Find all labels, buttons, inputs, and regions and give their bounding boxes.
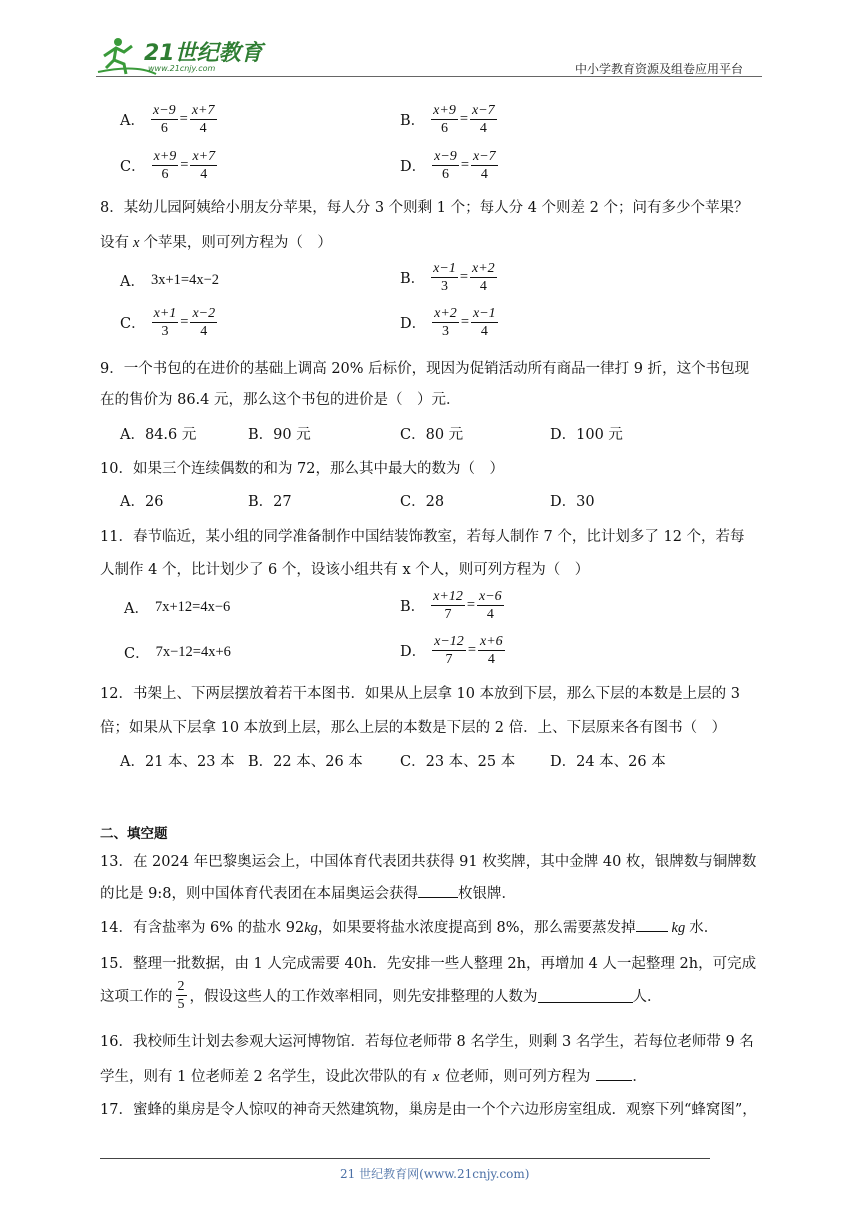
- q11-option-b: B． $\frac{x+12}{7}$ = $\frac{x-6}{4}$: [400, 589, 502, 622]
- q13-answer-blank[interactable]: [418, 883, 458, 898]
- q7-option-b: B． $\frac{x+9}{6}$ = $\frac{x-7}{4}$: [400, 103, 495, 136]
- q15-answer-blank[interactable]: [538, 988, 633, 1003]
- platform-name: 中小学教育资源及组卷应用平台: [575, 62, 744, 76]
- q10-option-a: A．26: [120, 494, 164, 510]
- q16-answer-blank[interactable]: [596, 1066, 632, 1081]
- section-title-fill-in: 二、填空题: [100, 826, 168, 842]
- q12-option-b: B．22 本、26 本: [248, 754, 363, 770]
- q9-option-d: D．100 元: [550, 427, 623, 443]
- q16-stem-line2: 学生，则有 1 位老师差 2 名学生，设此次带队的有 x 位老师，则可列方程为 ．: [100, 1065, 647, 1086]
- q13-stem-line2: 的比是 9:8，则中国体育代表团在本届奥运会获得 枚银牌．: [100, 882, 516, 903]
- q12-stem-line2: 倍；如果从下层拿 10 本放到上层，那么上层的本数是下层的 2 倍．上、下层原来各有图书（ ）: [100, 720, 727, 736]
- q11-stem-line2: 人制作 4 个，比计划少了 6 个，设该小组共有 x 个人，则可列方程为（ ）: [100, 562, 590, 578]
- q8-stem-line2: 设有 x 个苹果，则可列方程为（ ）: [100, 235, 332, 251]
- q8-option-d: D． $\frac{x+2}{3}$ = $\frac{x-1}{4}$: [400, 306, 496, 339]
- q15-stem-line2: 这项工作的 $\frac{2}{5}$ ，假设这些人的工作效率相同，则先安排整理的人数为 人．: [100, 979, 662, 1012]
- q15-stem-line1: 15．整理一批数据，由 1 人完成需要 40h．先安排一些人整理 2h，再增加 4 人一起整理 2h，可完成: [100, 956, 757, 972]
- q11-option-a: A． 7x+12=4x−6: [124, 599, 231, 617]
- q12-option-c: C．23 本、25 本: [400, 754, 516, 770]
- q7-option-d: D． $\frac{x-9}{6}$ = $\frac{x-7}{4}$: [400, 149, 496, 182]
- site-logo: [96, 34, 266, 78]
- q17-stem-line1: 17．蜜蜂的巢房是令人惊叹的神奇天然建筑物，巢房是由一个个六边形房室组成．观察下列“蜂窝图”，: [100, 1102, 757, 1118]
- q16-stem-line1: 16．我校师生计划去参观大运河博物馆．若每位老师带 8 名学生，则剩 3 名学生，若每位老师带 9 名: [100, 1034, 754, 1050]
- q11-stem-line1: 11．春节临近，某小组的同学准备制作中国结装饰教室，若每人制作 7 个，比计划多了 12 个，若每: [100, 529, 745, 545]
- q11-option-c: C． 7x−12=4x+6: [124, 644, 231, 662]
- q11-option-d: D． $\frac{x-12}{7}$ = $\frac{x+6}{4}$: [400, 634, 503, 667]
- q9-stem-line2: 在的售价为 86.4 元，那么这个书包的进价是（ ）元．: [100, 392, 461, 408]
- q9-stem-line1: 9．一个书包的在进价的基础上调高 20% 后标价，现因为促销活动所有商品一律打 9 折，这个书包现: [100, 361, 750, 377]
- q14-answer-blank[interactable]: [636, 917, 668, 932]
- q12-option-d: D．24 本、26 本: [550, 754, 666, 770]
- q10-option-c: C．28: [400, 494, 445, 510]
- footer-divider: [100, 1158, 710, 1159]
- q13-stem-line1: 13．在 2024 年巴黎奥运会上，中国体育代表团共获得 91 枚奖牌，其中金牌 40 枚，银牌数与铜牌数: [100, 854, 757, 870]
- q10-option-b: B．27: [248, 494, 292, 510]
- q7-option-a: A． $\frac{x-9}{6}$ = $\frac{x+7}{4}$: [120, 103, 215, 136]
- q10-option-d: D．30: [550, 494, 595, 510]
- q9-option-c: C．80 元: [400, 427, 464, 443]
- q8-option-b: B． $\frac{x-1}{3}$ = $\frac{x+2}{4}$: [400, 261, 495, 294]
- q12-stem-line1: 12．书架上、下两层摆放着若干本图书．如果从上层拿 10 本放到下层，那么下层的本数是上层的 3: [100, 686, 740, 702]
- q9-option-b: B．90 元: [248, 427, 311, 443]
- q9-option-a: A．84.6 元: [120, 427, 197, 443]
- q8-stem-line1: 8．某幼儿园阿姨给小朋友分苹果，每人分 3 个则剩 1 个；每人分 4 个则差 2 个；问有多少个苹果？: [100, 200, 749, 216]
- logo-text: 21世纪教育: [144, 41, 263, 66]
- footer-site: 21 世纪教育网(www.21cnjy.com): [340, 1167, 530, 1181]
- q8-option-a: A． 3x+1=4x−2: [120, 272, 220, 290]
- q14-stem: 14．有含盐率为 6% 的盐水 92kg，如果要将盐水浓度提高到 8%，那么需要蒸发掉 kg 水．: [100, 916, 718, 937]
- logo-url: www.21cnjy.com: [148, 64, 216, 73]
- q8-option-c: C． $\frac{x+1}{3}$ = $\frac{x-2}{4}$: [120, 306, 216, 339]
- q10-stem: 10．如果三个连续偶数的和为 72，那么其中最大的数为（ ）: [100, 461, 505, 477]
- q12-option-a: A．21 本、23 本: [120, 754, 235, 770]
- header-divider: [96, 76, 762, 77]
- q7-option-c: C． $\frac{x+9}{6}$ = $\frac{x+7}{4}$: [120, 149, 216, 182]
